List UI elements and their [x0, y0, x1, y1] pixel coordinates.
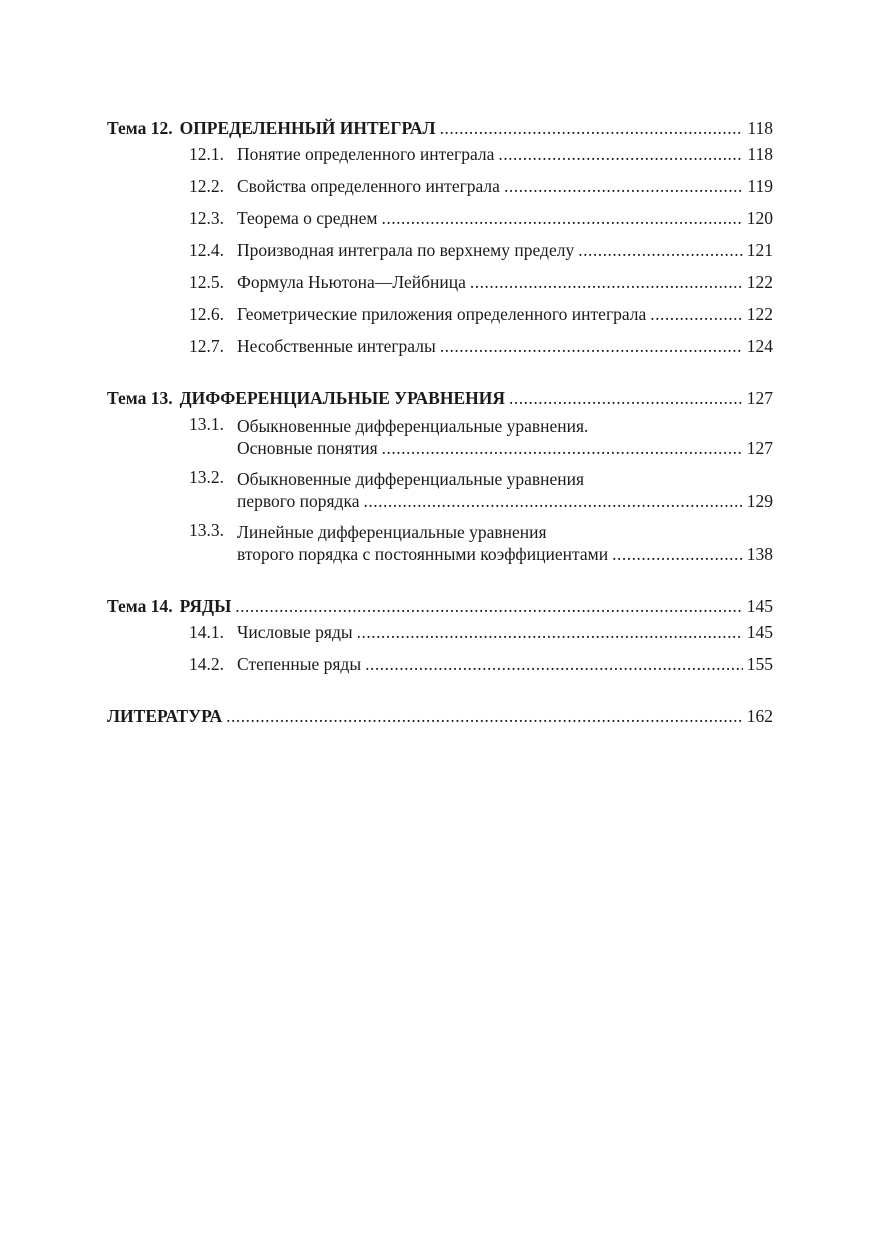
entry-number: 12.4.	[189, 240, 224, 260]
page-number: 121	[746, 240, 773, 260]
topic-title: ОПРЕДЕЛЕННЫЙ ИНТЕГРАЛ	[179, 118, 436, 138]
entry-number: 13.1.	[189, 414, 224, 434]
toc-references	[107, 700, 773, 726]
entry-title: Геометрические приложения определенного интеграла	[237, 304, 647, 324]
leader-dots	[440, 336, 743, 356]
topic-label: Тема 13.	[107, 388, 173, 408]
entry-number: 12.2.	[189, 176, 224, 196]
entry-title: Теорема о среднем	[237, 208, 378, 228]
page-number: 120	[746, 208, 773, 228]
leader-dots	[235, 596, 742, 616]
toc-entry-14-2[interactable]	[107, 642, 773, 674]
toc-topic-heading[interactable]	[107, 112, 773, 138]
leader-dots	[363, 491, 742, 511]
leader-dots	[509, 388, 743, 408]
topic-label: Тема 14.	[107, 596, 173, 616]
leader-dots	[650, 304, 742, 324]
page-number: 124	[746, 336, 773, 356]
page-number: 145	[746, 596, 773, 616]
toc-entry-14-1[interactable]	[107, 616, 773, 642]
entry-title: Понятие определенного интеграла	[237, 144, 495, 164]
entry-title: Несобственные интегралы	[237, 336, 436, 356]
toc-entry-12-1[interactable]	[107, 138, 773, 164]
leader-dots	[612, 544, 743, 564]
toc-topic-heading[interactable]	[107, 382, 773, 408]
leader-dots	[504, 176, 743, 196]
leader-dots	[226, 706, 743, 726]
entry-number: 12.1.	[189, 144, 224, 164]
references-title: ЛИТЕРАТУРА	[107, 706, 223, 726]
topic-title: ДИФФЕРЕНЦИАЛЬНЫЕ УРАВНЕНИЯ	[179, 388, 506, 408]
toc-entry-12-7[interactable]	[107, 324, 773, 356]
leader-dots	[578, 240, 743, 260]
leader-dots	[381, 208, 742, 228]
toc-entry-12-3[interactable]	[107, 196, 773, 228]
toc-entry-12-2[interactable]	[107, 164, 773, 196]
entry-title-line: Обыкновенные дифференциальные уравнения.	[237, 416, 589, 436]
entry-title: Свойства определенного интеграла	[237, 176, 500, 196]
entry-number: 12.5.	[189, 272, 224, 292]
toc-entry-13-1[interactable]	[107, 414, 773, 458]
page-number: 118	[747, 144, 773, 164]
toc-entry-13-2[interactable]	[107, 467, 773, 511]
page-number: 127	[746, 438, 773, 458]
entry-title: Производная интеграла по верхнему пределу	[237, 240, 575, 260]
table-of-contents	[107, 112, 773, 726]
leader-dots	[498, 144, 743, 164]
entry-title-line: Обыкновенные дифференциальные уравнения	[237, 469, 585, 489]
toc-topic-heading[interactable]	[107, 590, 773, 616]
entry-number: 13.3.	[189, 520, 224, 540]
toc-entry-12-6[interactable]	[107, 292, 773, 324]
entry-number: 13.2.	[189, 467, 224, 487]
entry-title-line: Основные понятия	[237, 438, 378, 458]
toc-entry-12-5[interactable]	[107, 260, 773, 292]
entry-title-line: первого порядка	[237, 491, 360, 511]
topic-label: Тема 12.	[107, 118, 173, 138]
entry-number: 14.2.	[189, 654, 224, 674]
entry-title-line: второго порядка с постоянными коэффициентами	[237, 544, 609, 564]
entry-title-line: Линейные дифференциальные уравнения	[237, 522, 547, 542]
toc-references-heading[interactable]	[107, 700, 773, 726]
toc-topic-12	[107, 112, 773, 356]
page-number: 127	[746, 388, 773, 408]
entry-title: Формула Ньютона—Лейбница	[237, 272, 466, 292]
toc-entry-13-3[interactable]	[107, 520, 773, 564]
page-number: 119	[747, 176, 773, 196]
toc-topic-13	[107, 382, 773, 564]
page-number: 122	[746, 304, 773, 324]
leader-dots	[365, 654, 743, 674]
topic-title: РЯДЫ	[179, 596, 232, 616]
entry-title: Числовые ряды	[237, 622, 353, 642]
page-number: 122	[746, 272, 773, 292]
page-number: 155	[746, 654, 773, 674]
entry-number: 12.6.	[189, 304, 224, 324]
leader-dots	[382, 438, 743, 458]
page-number: 145	[746, 622, 773, 642]
page-number: 118	[747, 118, 773, 138]
entry-number: 12.7.	[189, 336, 224, 356]
leader-dots	[470, 272, 743, 292]
toc-entry-12-4[interactable]	[107, 228, 773, 260]
leader-dots	[440, 118, 744, 138]
entry-number: 12.3.	[189, 208, 224, 228]
page-number: 162	[746, 706, 773, 726]
leader-dots	[357, 622, 743, 642]
page-number: 129	[746, 491, 773, 511]
entry-number: 14.1.	[189, 622, 224, 642]
entry-title: Степенные ряды	[237, 654, 362, 674]
toc-topic-14	[107, 590, 773, 674]
page-number: 138	[746, 544, 773, 564]
